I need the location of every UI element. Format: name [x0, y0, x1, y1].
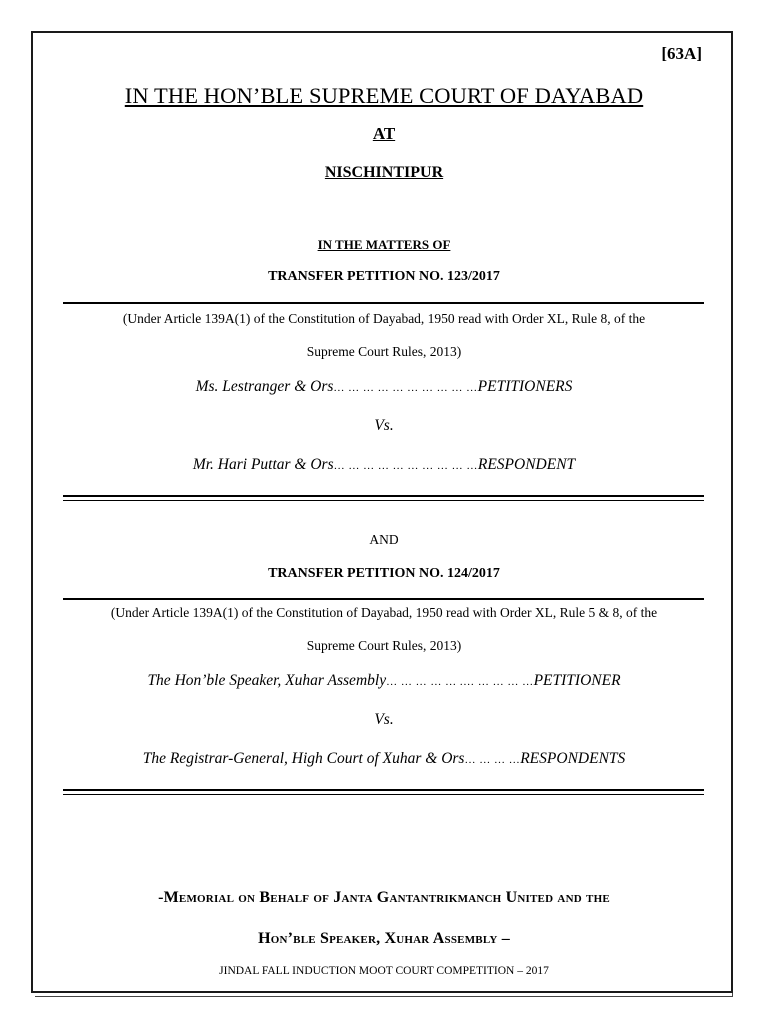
petitioner-name: Ms. Lestranger & Ors — [195, 378, 334, 395]
competition-footer: JINDAL FALL INDUCTION MOOT COURT COMPETITION – 2017 — [219, 965, 549, 977]
leader-dots: … … … … — [464, 754, 521, 766]
leader-dots: … … … … … … … … … … — [333, 460, 478, 472]
respondent-name: Mr. Hari Puttar & Ors — [192, 456, 334, 473]
and-label: AND — [369, 532, 399, 547]
respondent-role: RESPONDENTS — [520, 750, 626, 767]
double-divider — [63, 495, 704, 501]
matters-heading: IN THE MATTERS OF — [317, 237, 451, 252]
petitioner-role: PETITIONER — [533, 672, 621, 689]
versus-label: Vs. — [374, 417, 394, 434]
petitioner-name: The Hon’ble Speaker, Xuhar Assembly — [147, 672, 387, 689]
petition-1-number: TRANSFER PETITION NO. 123/2017 — [268, 269, 500, 284]
double-divider — [63, 789, 704, 795]
petition-2-respondent-line — [0, 750, 768, 768]
petition-1-respondent-line — [0, 456, 768, 474]
respondent-role: RESPONDENT — [477, 456, 576, 473]
petition-2-number: TRANSFER PETITION NO. 124/2017 — [268, 566, 500, 581]
respondent-name: The Registrar-General, High Court of Xuhar & Ors — [142, 750, 465, 767]
divider — [63, 302, 704, 304]
petition-1-petitioner-line — [0, 378, 768, 396]
document-number: [63A] — [661, 44, 702, 63]
court-location: NISCHINTIPUR — [324, 164, 444, 181]
petition-2-provision: (Under Article 139A(1) of the Constitution of Dayabad, 1950 read with Order XL, Rule 5 & 8, of the — [110, 605, 658, 620]
petition-2-petitioner-line — [0, 672, 768, 690]
leader-dots: … … … … … … … … … … — [333, 382, 478, 394]
court-title: IN THE HON’BLE SUPREME COURT OF DAYABAD — [124, 83, 644, 108]
petitioner-role: PETITIONERS — [477, 378, 573, 395]
petition-1-provision: (Under Article 139A(1) of the Constitution of Dayabad, 1950 read with Order XL, Rule 8, of the — [122, 311, 646, 326]
at-label: AT — [372, 124, 396, 143]
versus-label: Vs. — [374, 711, 394, 728]
memorial-title-cont: Hon’ble Speaker, Xuhar Assembly – — [258, 930, 510, 947]
divider — [63, 598, 704, 600]
memorial-title: -Memorial on Behalf of Janta Gantantrikmanch United and the — [158, 889, 610, 906]
leader-dots: … … … … … .… … … … … — [386, 676, 534, 688]
petition-1-provision-cont: Supreme Court Rules, 2013) — [306, 344, 462, 359]
petition-2-provision-cont: Supreme Court Rules, 2013) — [306, 638, 462, 653]
